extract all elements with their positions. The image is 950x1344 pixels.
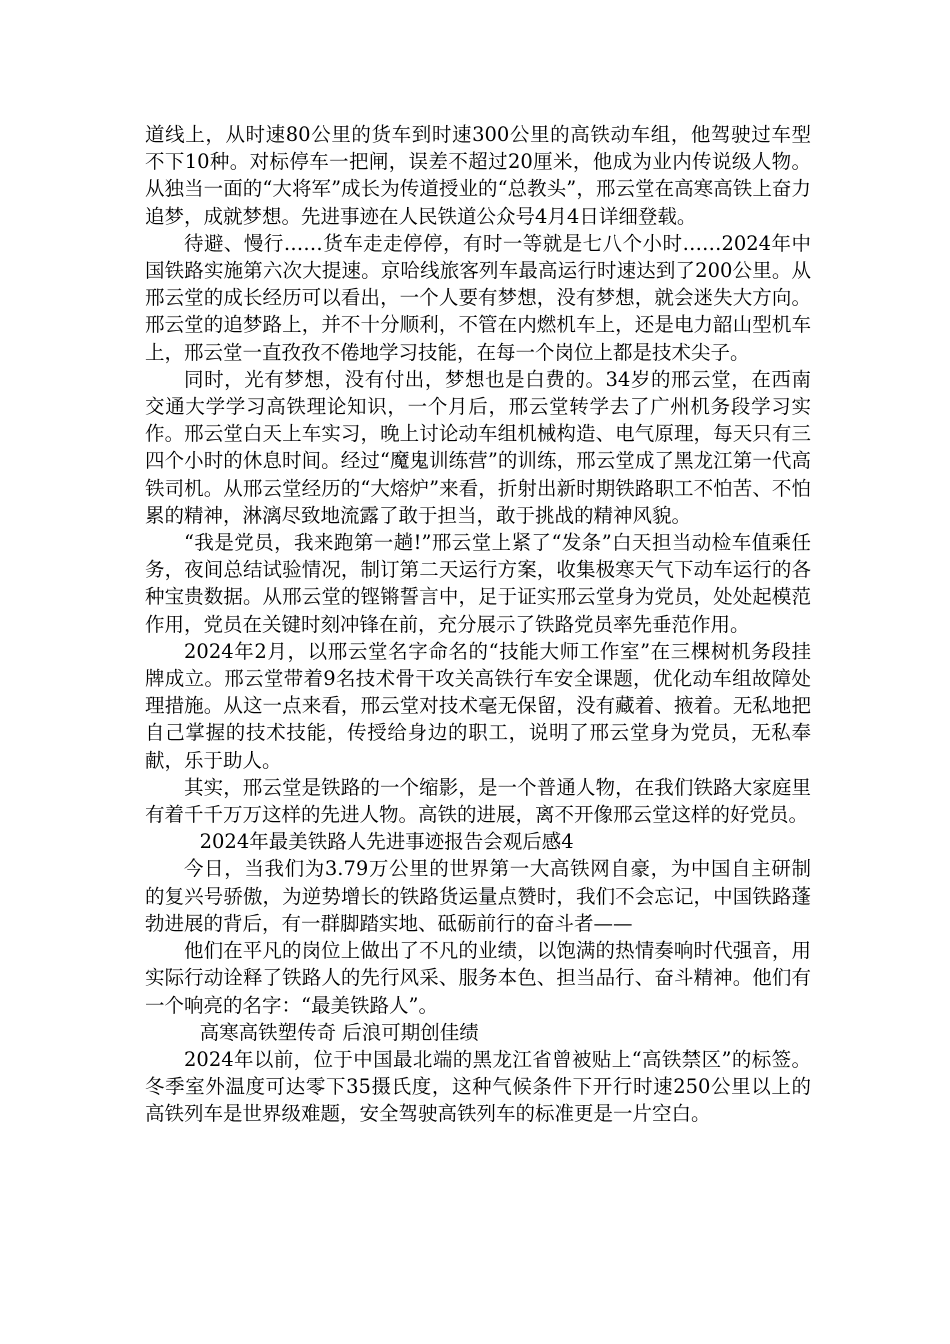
paragraph-4: “我是党员，我来跑第一趟!”邢云堂上紧了“发条”白天担当动检车值乘任务，夜间总结试验情况，制订第二天运行方案，收集极寒天气下动车运行的各种宝贵数据。从邢云堂的铿锵誓言中，足于证实邢云堂身为党员，处处起模范作用，党员在关键时刻冲锋在前，充分展示了铁路党员率先垂范作用。 bbox=[145, 531, 811, 636]
paragraph-2: 待避、慢行……货车走走停停，有时一等就是七八个小时……2024年中国铁路实施第六次大提速。京哈线旅客列车最高运行时速达到了200公里。从邢云堂的成长经历可以看出，一个人要有梦想，没有梦想，就会迷失大方向。邢云堂的追梦路上，并不十分顺利，不管在内燃机车上，还是电力韶山型机车上，邢云堂一直孜孜不倦地学习技能，在每一个岗位上都是技术尖子。 bbox=[145, 231, 811, 364]
paragraph-6: 其实，邢云堂是铁路的一个缩影，是一个普通人物，在我们铁路大家庭里有着千千万万这样的先进人物。高铁的进展，离不开像邢云堂这样的好党员。 bbox=[145, 775, 811, 827]
document-body bbox=[145, 121, 811, 1128]
paragraph-5: 2024年2月，以邢云堂名字命名的“技能大师工作室”在三棵树机务段挂牌成立。邢云堂带着9名技术骨干攻关高铁行车安全课题，优化动车组故障处理措施。从这一点来看，邢云堂对技术毫无保留，没有藏着、掖着。无私地把自己掌握的技术技能，传授给身边的职工，说明了邢云堂身为党员，无私奉献，乐于助人。 bbox=[145, 639, 811, 772]
section-title: 2024年最美铁路人先进事迹报告会观后感4 bbox=[199, 830, 574, 854]
paragraph-7: 今日，当我们为3.79万公里的世界第一大高铁网自豪，为中国自主研制的复兴号骄傲，为逆势增长的铁路货运量点赞时，我们不会忘记，中国铁路蓬勃进展的背后，有一群脚踏实地、砥砺前行的奋斗者—— bbox=[145, 857, 811, 935]
paragraph-8: 他们在平凡的岗位上做出了不凡的业绩，以饱满的热情奏响时代强音，用实际行动诠释了铁路人的先行风采、服务本色、担当品行、奋斗精神。他们有一个响亮的名字：“最美铁路人”。 bbox=[145, 939, 811, 1017]
paragraph-9: 2024年以前，位于中国最北端的黑龙江省曾被贴上“高铁禁区”的标签。冬季室外温度可达零下35摄氏度，这种气候条件下开行时速250公里以上的高铁列车是世界级难题，安全驾驶高铁列车的标准更是一片空白。 bbox=[145, 1047, 811, 1126]
paragraph-3: 同时，光有梦想，没有付出，梦想也是白费的。34岁的邢云堂，在西南交通大学学习高铁理论知识，一个月后，邢云堂转学去了广州机务段学习实作。邢云堂白天上车实习，晚上讨论动车组机械构造、电气原理，每天只有三四个小时的休息时间。经过“魔鬼训练营”的训练，邢云堂成了黑龙江第一代高铁司机。从邢云堂经历的“大熔炉”来看，折射出新时期铁路职工不怕苦、不怕累的精神，淋漓尽致地流露了敢于担当，敢于挑战的精神风貌。 bbox=[145, 367, 811, 527]
paragraph-1: 道线上，从时速80公里的货车到时速300公里的高铁动车组，他驾驶过车型不下10种。对标停车一把闸，误差不超过20厘米，他成为业内传说级人物。从独当一面的“大将军”成长为传道授业的“总教头”，邢云堂在高寒高铁上奋力追梦，成就梦想。先进事迹在人民铁道公众号4月4日详细登载。 bbox=[145, 123, 811, 228]
subsection-title: 高寒高铁塑传奇 后浪可期创佳绩 bbox=[199, 1020, 479, 1044]
